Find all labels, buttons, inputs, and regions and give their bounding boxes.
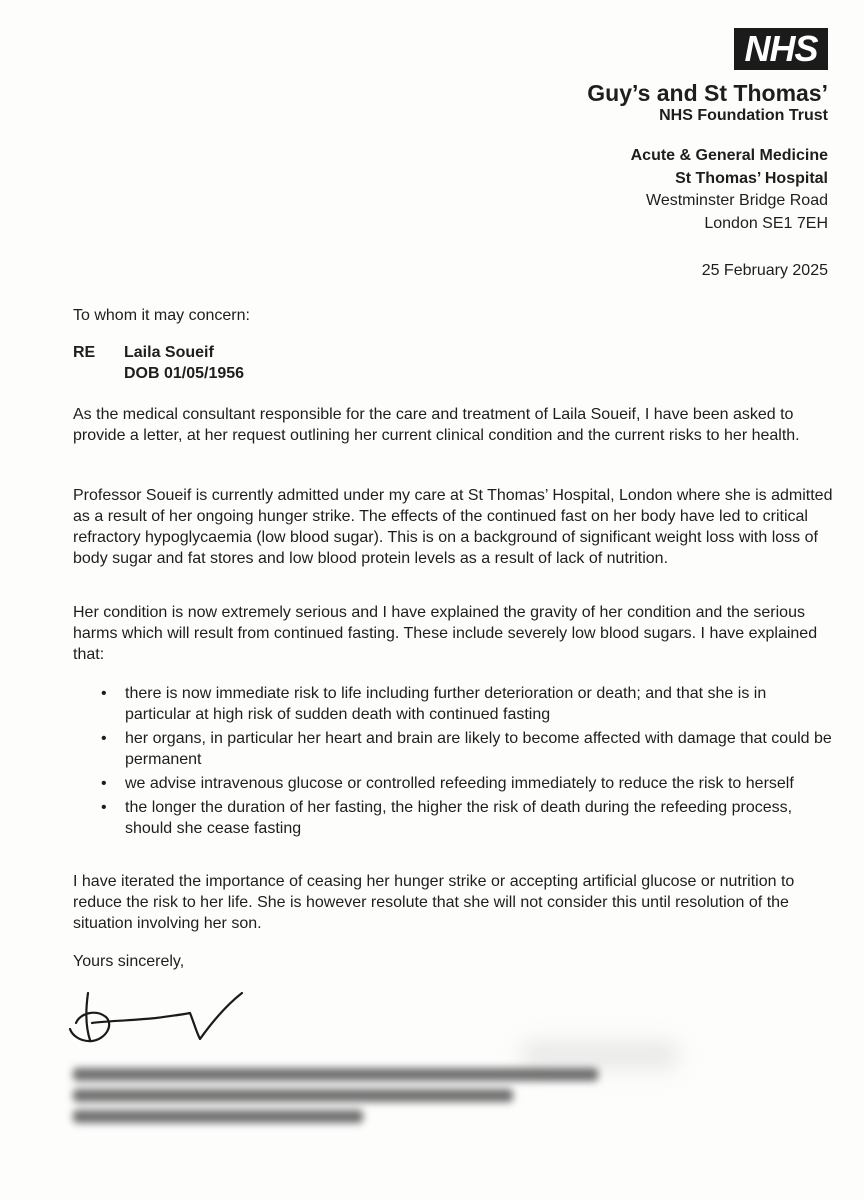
salutation: To whom it may concern: — [73, 307, 250, 324]
bullet-icon: • — [101, 685, 107, 702]
list-item — [73, 773, 833, 794]
list-item-text: there is now immediate risk to life including further deterioration or death; and that she is in particular at high risk of sudden death with continued fasting — [125, 685, 767, 723]
paragraph-2: Professor Soueif is currently admitted under my care at St Thomas’ Hospital, London where she is admitted as a result of her ongoing hunger strike. The effects of the continued fast on her body have led to critical refractory hypoglycaemia (low blood sugar). This is on a background of significant weight loss with loss of body sugar and fat stores and low blood protein levels as a result of lack of nutrition. — [73, 487, 833, 567]
scan-smudge — [520, 1040, 680, 1070]
risk-list — [73, 683, 833, 842]
list-item-text: her organs, in particular her heart and brain are likely to become affected with damage that could be permanent — [125, 730, 832, 768]
redacted-signatory — [73, 1068, 673, 1131]
patient-dob: DOB 01/05/1956 — [124, 365, 245, 382]
trust-subtitle: NHS Foundation Trust — [659, 107, 828, 124]
list-item-text: we advise intravenous glucose or controlled refeeding immediately to reduce the risk to herself — [125, 775, 794, 792]
trust-name: Guy’s and St Thomas’ — [587, 80, 828, 106]
letter-date: 25 February 2025 — [701, 262, 828, 279]
patient-name: Laila Soueif — [124, 344, 214, 361]
bullet-icon: • — [101, 730, 107, 747]
paragraph-3: Her condition is now extremely serious and I have explained the gravity of her condition and the serious harms which will result from continued fasting. These include severely low blood sugars. I have explained that: — [73, 604, 818, 663]
list-item — [73, 683, 833, 725]
list-item — [73, 728, 833, 770]
hospital-name: St Thomas’ Hospital — [675, 169, 828, 187]
bullet-icon: • — [101, 775, 107, 792]
signature — [66, 985, 256, 1055]
closing: Yours sincerely, — [73, 953, 185, 970]
bullet-icon: • — [101, 799, 107, 816]
list-item-text: the longer the duration of her fasting, the higher the risk of death during the refeeding process, should she cease fasting — [125, 799, 793, 837]
street-address: Westminster Bridge Road — [646, 192, 828, 209]
sender-address — [631, 145, 828, 235]
city-postcode: London SE1 7EH — [704, 214, 828, 232]
re-block — [73, 342, 833, 384]
department: Acute & General Medicine — [630, 147, 828, 164]
nhs-logo: NHS — [734, 28, 828, 70]
re-label: RE — [73, 344, 96, 361]
paragraph-1: As the medical consultant responsible for the care and treatment of Laila Soueif, I have been asked to provide a letter, at her request outlining her current clinical condition and the current risks to her health. — [73, 406, 800, 444]
list-item — [73, 797, 833, 839]
paragraph-4: I have iterated the importance of ceasing her hunger strike or accepting artificial glucose or nutrition to reduce the risk to her life. She is however resolute that she will not consider this until resolution of the situation involving her son. — [73, 873, 795, 932]
